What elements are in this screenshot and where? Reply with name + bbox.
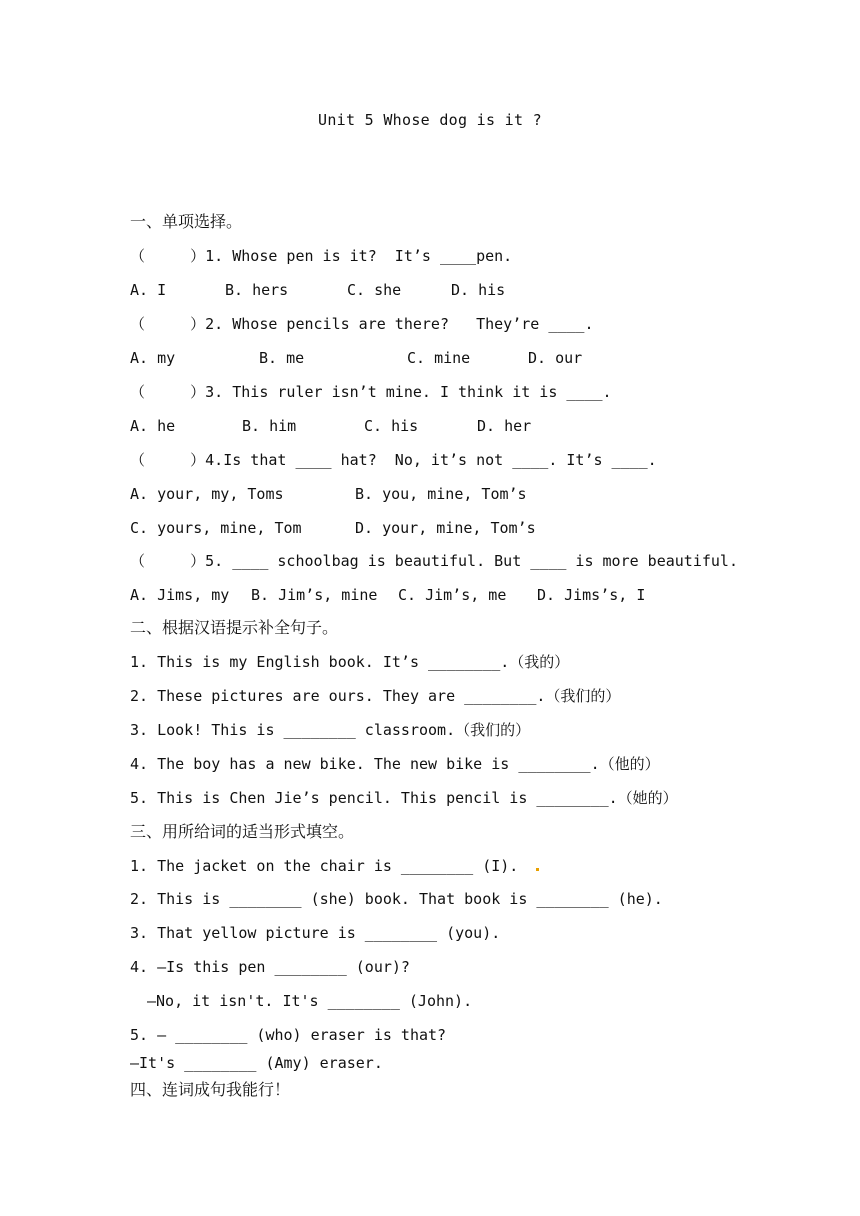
sec2-item-5 <box>130 788 678 808</box>
section-3-heading: 三、用所给词的适当形式填空。 <box>130 822 355 841</box>
q3-option-b: B. him <box>242 417 297 435</box>
q2-option-b: B. me <box>259 349 305 367</box>
sec2-item-5-text: 5. This is Chen Jie’s pencil. This pencil is ________. <box>130 789 618 807</box>
q4-option-a: A. your, my, Toms <box>130 485 284 503</box>
sec2-item-4-hint: （他的） <box>599 755 660 773</box>
q1-option-a: A. I <box>130 281 167 299</box>
q4-option-b: B. you, mine, Tom’s <box>355 485 527 503</box>
sec2-item-3-hint: （我们的） <box>455 721 531 739</box>
sec2-item-1-hint: （我的） <box>509 653 570 671</box>
q5-option-b: B. Jim’s, mine <box>251 586 378 604</box>
sec3-line-2: 2. This is ________ (she) book. That book is ________ (he). <box>130 890 663 908</box>
q4-option-d: D. your, mine, Tom’s <box>355 519 536 537</box>
q2-option-a: A. my <box>130 349 176 367</box>
question-4-stem: （ ）4.Is that ____ hat? No, it’s not ____. It’s ____. <box>130 451 657 469</box>
q2-option-d: D. our <box>528 349 583 367</box>
section-2-heading: 二、根据汉语提示补全句子。 <box>130 618 339 637</box>
q3-option-d: D. her <box>477 417 532 435</box>
sec3-line-4-reply: —No, it isn't. It's ________ (John). <box>147 992 473 1010</box>
sec3-line-3: 3. That yellow picture is ________ (you). <box>130 924 501 942</box>
question-1-stem: （ ）1. Whose pen is it? It’s ____pen. <box>130 247 513 265</box>
sec3-line-4: 4. —Is this pen ________ (our)? <box>130 958 410 976</box>
sec2-item-2 <box>130 686 620 706</box>
question-2-stem: （ ）2. Whose pencils are there? They’re ____. <box>130 315 594 333</box>
sec3-line-1 <box>130 856 539 876</box>
sec3-line-1-text: 1. The jacket on the chair is ________ (I). <box>130 857 519 875</box>
sec2-item-3-text: 3. Look! This is ________ classroom. <box>130 721 456 739</box>
page-title: Unit 5 Whose dog is it ? <box>318 111 542 129</box>
sec2-item-2-text: 2. These pictures are ours. They are ________. <box>130 687 546 705</box>
sec2-item-1-text: 1. This is my English book. It’s ________. <box>130 653 510 671</box>
q2-option-c: C. mine <box>407 349 471 367</box>
q4-option-c: C. yours, mine, Tom <box>130 519 302 537</box>
sec3-line-5-reply: —It's ________ (Amy) eraser. <box>130 1054 383 1072</box>
highlight-mark <box>536 868 539 871</box>
q3-option-c: C. his <box>364 417 419 435</box>
q5-option-c: C. Jim’s, me <box>398 586 507 604</box>
sec2-item-4-text: 4. The boy has a new bike. The new bike is ________. <box>130 755 600 773</box>
sec2-item-1 <box>130 652 569 672</box>
sec2-item-2-hint: （我们的） <box>545 687 621 705</box>
q1-option-d: D. his <box>451 281 506 299</box>
sec2-item-4 <box>130 754 660 774</box>
section-1-heading: 一、单项选择。 <box>130 212 243 231</box>
q5-option-d: D. Jims’s, I <box>537 586 646 604</box>
question-5-stem: （ ）5. ____ schoolbag is beautiful. But ____ is more beautiful. <box>130 552 738 570</box>
q3-option-a: A. he <box>130 417 176 435</box>
sec3-line-5: 5. — ________ (who) eraser is that? <box>130 1026 447 1044</box>
q1-option-b: B. hers <box>225 281 289 299</box>
q5-option-a: A. Jims, my <box>130 586 230 604</box>
question-3-stem: （ ）3. This ruler isn’t mine. I think it is ____. <box>130 383 612 401</box>
section-4-heading: 四、连词成句我能行！ <box>130 1080 291 1099</box>
sec2-item-3 <box>130 720 530 740</box>
q1-option-c: C. she <box>347 281 402 299</box>
sec2-item-5-hint: （她的） <box>617 789 678 807</box>
